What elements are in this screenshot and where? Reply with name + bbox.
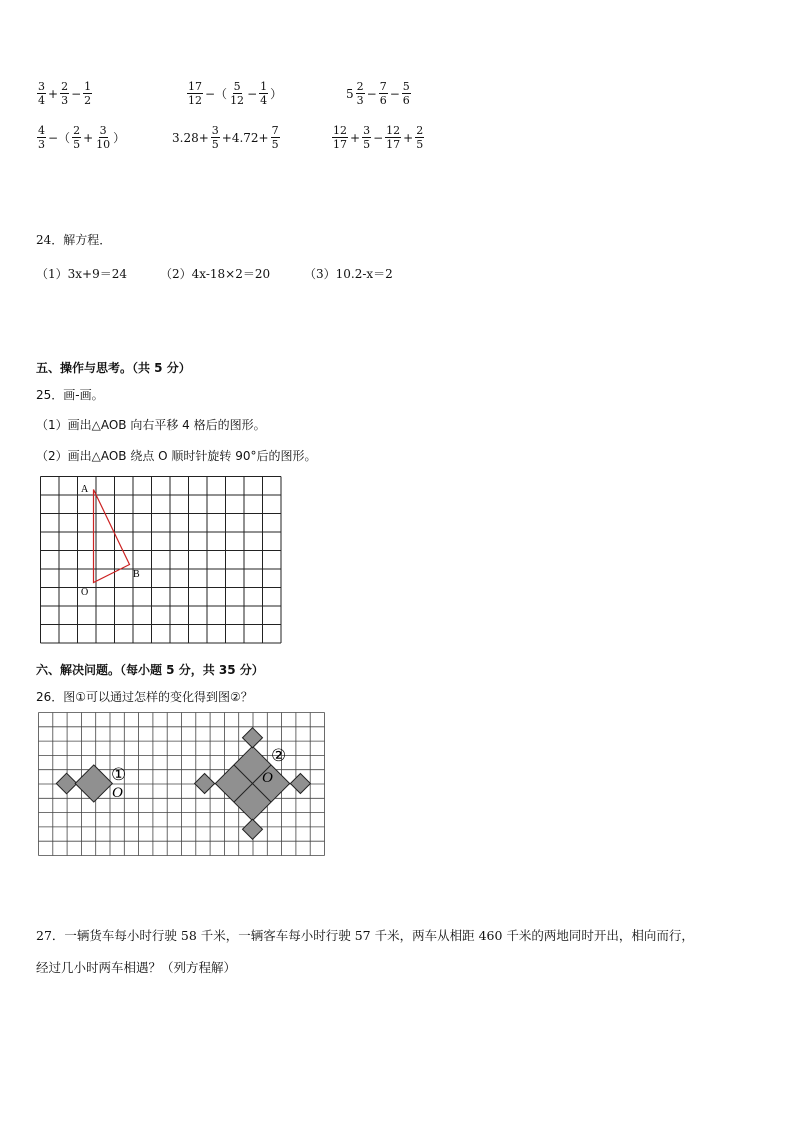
fraction (229, 80, 245, 107)
operator: − (373, 130, 384, 145)
operator: ） (113, 131, 126, 145)
q27-line2: 经过几小时两车相遇？（列方程解） (36, 960, 237, 975)
fraction-denominator: 12 (230, 94, 245, 107)
fig1-label: ① (111, 765, 127, 784)
fraction-denominator: 4 (260, 94, 268, 107)
fraction (402, 80, 411, 107)
section5-header: 五、操作与思考。（共 5 分） (36, 361, 191, 375)
label-b: B (133, 569, 140, 580)
fraction-numerator: 2 (416, 124, 424, 137)
calc-expr-1-1 (36, 80, 93, 107)
fraction-denominator: 2 (84, 94, 92, 107)
operator: − (366, 86, 377, 101)
fraction-denominator: 5 (73, 138, 81, 151)
fraction-denominator: 5 (271, 138, 279, 151)
fraction (362, 124, 371, 151)
q24-eq2: （2）4x-18×2＝20 (160, 267, 271, 281)
fraction-denominator: 4 (38, 94, 45, 107)
fig2-label: ② (271, 746, 287, 765)
calc-expr-2-3 (331, 124, 425, 151)
figure-2-shape (195, 728, 311, 840)
fraction (187, 80, 203, 107)
fraction-numerator: 5 (402, 80, 410, 93)
label-o: O (81, 587, 89, 598)
q25-item1: （1）画出△AOB 向右平移 4 格后的图形。 (36, 418, 266, 432)
fraction-numerator: 12 (386, 124, 401, 137)
fraction-numerator: 2 (61, 80, 69, 93)
fraction (37, 80, 46, 107)
q26-title: 26．图①可以通过怎样的变化得到图②？ (36, 690, 253, 704)
operator: 3.28+ (172, 130, 209, 145)
fraction (72, 124, 81, 151)
fig2-bottom-diamond (242, 819, 262, 839)
q25-grid-lines (41, 477, 282, 644)
fraction-denominator: 3 (356, 94, 364, 107)
fraction-numerator: 5 (233, 80, 241, 93)
label-a: A (81, 484, 89, 495)
q24-eq3: （3）10.2-x＝2 (304, 267, 393, 281)
fraction-numerator: 12 (333, 124, 347, 137)
fraction (37, 124, 46, 151)
operator: −（ (205, 87, 228, 101)
fraction (95, 124, 111, 151)
fraction-numerator: 1 (84, 80, 92, 93)
fraction-denominator: 3 (38, 138, 45, 151)
fraction-numerator: 7 (379, 80, 387, 93)
fraction-numerator: 3 (99, 124, 107, 137)
calc-expr-2-2 (171, 124, 281, 151)
fraction-numerator: 4 (38, 124, 45, 137)
operator: − (71, 86, 82, 101)
fraction (356, 80, 365, 107)
fraction-numerator: 3 (211, 124, 219, 137)
q24-title: 24．解方程． (36, 233, 112, 247)
fraction (259, 80, 268, 107)
operator: −（ (48, 131, 71, 145)
fraction-numerator: 2 (73, 124, 81, 137)
fraction-numerator: 17 (188, 80, 202, 93)
fraction (60, 80, 69, 107)
operator: + (403, 130, 414, 145)
q26-grid-figure (38, 712, 326, 856)
operator: + (350, 130, 361, 145)
q25-item2: （2）画出△AOB 绕点 O 顺时针旋转 90°后的图形。 (36, 449, 317, 463)
operator: ） (270, 87, 283, 101)
fraction (332, 124, 348, 151)
calc-expr-2-1 (36, 124, 126, 151)
q25-title: 25．画-画。 (36, 388, 104, 402)
fraction-numerator: 3 (363, 124, 371, 137)
fig2-left-diamond (195, 773, 215, 793)
section6-header: 六、解决问题。（每小题 5 分，共 35 分） (36, 663, 264, 677)
fraction (211, 124, 220, 151)
operator: +4.72+ (221, 130, 269, 145)
q24-eq1: （1）3x+9＝24 (36, 267, 127, 281)
q25-grid-figure (40, 476, 287, 653)
fraction-denominator: 17 (333, 138, 347, 151)
operator: − (247, 86, 258, 101)
fig1-o-label: O (112, 785, 123, 801)
q27-line1: 27．一辆货车每小时行驶 58 千米，一辆客车每小时行驶 57 千米，两车从相距 460 千米的两地同时开出，相向而行， (36, 928, 694, 943)
fraction-denominator: 6 (379, 94, 387, 107)
fraction-denominator: 12 (188, 94, 202, 107)
fraction-denominator: 10 (96, 138, 111, 151)
fraction-numerator: 7 (271, 124, 279, 137)
fig1-small-diamond (56, 773, 77, 794)
fraction-numerator: 1 (260, 80, 268, 93)
fraction-denominator: 3 (61, 94, 69, 107)
fraction (379, 80, 388, 107)
fraction-denominator: 5 (211, 138, 219, 151)
fraction-denominator: 17 (386, 138, 401, 151)
operator: + (83, 130, 94, 145)
operator: + (48, 86, 59, 101)
fig2-top-diamond (242, 728, 262, 748)
operator: − (389, 86, 400, 101)
calc-expr-1-3 (345, 80, 412, 107)
operator: 5 (346, 86, 354, 101)
fraction (83, 80, 92, 107)
fraction (385, 124, 401, 151)
fig2-o-label: O (262, 770, 273, 786)
fraction-numerator: 3 (38, 80, 45, 93)
fraction-denominator: 5 (416, 138, 424, 151)
fraction-denominator: 5 (363, 138, 371, 151)
fraction (415, 124, 424, 151)
fig2-right-diamond (290, 773, 310, 793)
fraction (271, 124, 280, 151)
fraction-denominator: 6 (402, 94, 410, 107)
fig1-large-diamond (75, 765, 112, 802)
figure-1-shape (56, 765, 112, 802)
calc-expr-1-2 (186, 80, 283, 107)
fraction-numerator: 2 (356, 80, 364, 93)
